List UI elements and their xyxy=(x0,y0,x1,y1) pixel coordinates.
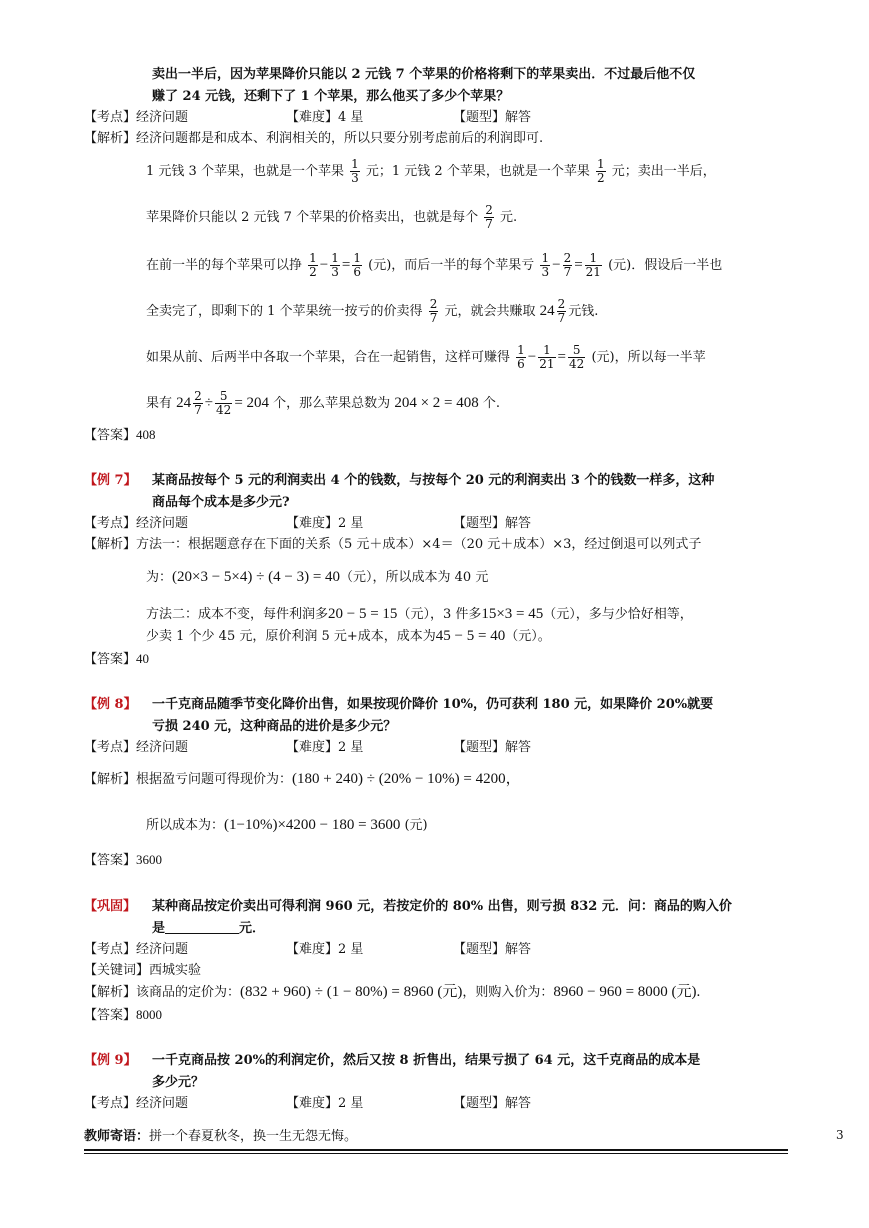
analysis-text: 元；1 元钱 2 个苹果，也就是一个苹果 xyxy=(365,164,590,179)
analysis-text: (元)．假设后一半也 xyxy=(608,258,723,273)
formula: 20 − 5 = 15 xyxy=(328,606,398,622)
fraction: $\frac{1}{2}$ xyxy=(309,251,317,279)
analysis-line: 少卖 1 个少 45 元，原价利润 5 元+成本，成本为45 − 5 = 40（元）。 xyxy=(146,628,551,644)
keyword-row: 【关键词】西城实验 xyxy=(84,963,202,978)
fraction: $\frac{2}{7}$ xyxy=(485,203,493,231)
formula: (180 + 240) ÷ (20% − 10%) = 4200， xyxy=(292,771,521,787)
fraction: $\frac{2}{7}$ xyxy=(563,251,572,279)
question-text: 赚了 24 元钱，还剩下了 1 个苹果，那么他买了多少个苹果？ xyxy=(152,89,510,104)
formula: (1−10%)×4200 − 180 = 3600 xyxy=(224,817,401,833)
answer-row: 【答案】8000 xyxy=(84,1007,163,1023)
formula: 15×3 = 45 xyxy=(481,606,544,622)
question-text: 一千克商品随季节变化降价出售，如果按现价降价 10%，仍可获利 180 元，如果降价 20%就要 xyxy=(152,697,714,712)
analysis-line: 所以成本为：(1−10%)×4200 − 180 = 3600 (元) xyxy=(146,817,428,833)
fraction: $\frac{5}{42}$ xyxy=(216,389,232,417)
analysis-text: (元)，所以每一半苹 xyxy=(591,350,706,365)
question-text: 某种商品按定价卖出可得利润 960 元，若按定价的 80% 出售，则亏损 832 元．问：商品的购入价 xyxy=(152,899,732,914)
question-text: 商品每个成本是多少元? xyxy=(152,495,290,510)
fraction: $\frac{1}{2}$ xyxy=(596,157,605,185)
analysis-text: 个. xyxy=(482,396,501,411)
example-heading xyxy=(84,897,136,917)
value-tixing: 解答 xyxy=(505,110,532,125)
answer-row: 【答案】3600 xyxy=(84,852,163,868)
fraction: $\frac{1}{21}$ xyxy=(539,343,555,371)
meta-row: 【题型】解答 xyxy=(453,942,532,957)
meta-row: 【考点】经济问题 xyxy=(84,516,189,531)
answer-value: 408 xyxy=(136,427,156,442)
formula: (20×3 − 5×4) ÷ (4 − 3) = 40 xyxy=(172,569,341,585)
formula: 45 − 5 = 40 xyxy=(435,628,506,644)
question-text: 一千克商品按 20%的利润定价，然后又按 8 折售出，结果亏损了 64 元，这千克商品的成本是 xyxy=(152,1053,701,1068)
analysis-line: 方法二：成本不变，每件利润多20 − 5 = 15（元），3 件多15×3 = 45（元），多与少恰好相等， xyxy=(146,606,693,622)
meta-row xyxy=(453,108,531,128)
example-label: 【例 7】 xyxy=(84,473,137,488)
example-label: 【巩固】 xyxy=(84,899,137,914)
question-text: 多少元？ xyxy=(152,1075,205,1090)
analysis-text: 元；卖出一半后， xyxy=(611,164,716,179)
question-text: 卖出一半后，因为苹果降价只能以 2 元钱 7 个苹果的价格将剩下的苹果卖出．不过最后他不仅 xyxy=(152,67,696,82)
formula: 8960 − 960 = 8000 (元). xyxy=(553,984,701,1000)
meta-row: 【考点】经济问题 xyxy=(84,942,189,957)
example-heading xyxy=(84,695,137,715)
meta-row xyxy=(286,108,363,128)
fraction: $\frac{1}{3}$ xyxy=(351,157,359,185)
analysis-row: 【解析】方法一：根据题意存在下面的关系（5 元＋成本）×4＝（20 元＋成本）×3，经过倒退可以列式子 xyxy=(84,537,702,552)
analysis-line: 果有 24 $\frac{2}{7}$ ÷ $\frac{5}{42}$ = 204 个，那么苹果总数为 204 × 2 = 408 个. xyxy=(146,389,501,417)
fraction: $\frac{2}{7}$ xyxy=(194,389,202,417)
meta-row: 【题型】解答 xyxy=(453,516,532,531)
example-label: 【例 8】 xyxy=(84,697,137,712)
analysis-text: 经济问题都是和成本、利润相关的，所以只要分别考虑前后的利润即可. xyxy=(136,131,544,146)
analysis-text: 果有 xyxy=(146,396,173,411)
value-kaodian: 经济问题 xyxy=(136,110,189,125)
fraction: $\frac{1}{6}$ xyxy=(517,343,525,371)
analysis-text: 全卖完了，即剩下的 1 个苹果统一按亏的价卖得 xyxy=(146,304,423,319)
analysis-text: 如果从前、后两半中各取一个苹果，合在一起销售，这样可赚得 xyxy=(146,350,511,365)
analysis-row: 【解析】根据盈亏问题可得现价为：(180 + 240) ÷ (20% − 10%) = 4200， xyxy=(84,771,521,787)
analysis-row: 【解析】该商品的定价为：(832 + 960) ÷ (1 − 80%) = 8960 (元)，则购入价为：8960 − 960 = 8000 (元). xyxy=(84,984,701,1000)
analysis-text: 方法一：根据题意存在下面的关系（5 元＋成本）×4＝（20 元＋成本）×3，经过倒退可以列式子 xyxy=(136,537,702,552)
motto-text: 拼一个春夏秋冬，换一生无怨无悔。 xyxy=(149,1129,358,1144)
example-heading xyxy=(84,471,137,491)
analysis-line xyxy=(146,204,517,231)
analysis-text: 在前一半的每个苹果可以挣 xyxy=(146,258,303,273)
meta-row: 【题型】解答 xyxy=(453,1096,532,1111)
answer-value: 3600 xyxy=(136,852,163,867)
analysis-text: 元. xyxy=(500,210,518,225)
analysis-text: (元)，而后一半的每个苹果亏 xyxy=(368,258,535,273)
question-text: 某商品按每个 5 元的利润卖出 4 个的钱数，与按每个 20 元的利润卖出 3 个的钱数一样多，这种 xyxy=(152,473,715,488)
question-text: 亏损 240 元，这种商品的进价是多少元？ xyxy=(152,719,397,734)
question-text: 是 元． xyxy=(152,921,266,936)
fraction: $\frac{2}{7}$ xyxy=(557,297,566,325)
analysis-text: 1 元钱 3 个苹果，也就是一个苹果 xyxy=(146,164,344,179)
fraction: $\frac{5}{42}$ xyxy=(569,343,585,371)
example-heading xyxy=(84,1051,137,1071)
label-tixing: 【题型】 xyxy=(453,110,506,125)
answer-blank xyxy=(165,919,239,934)
analysis-text: 个，那么苹果总数为 xyxy=(273,396,391,411)
analysis-line xyxy=(146,158,716,185)
analysis-text: 苹果降价只能以 2 元钱 7 个苹果的价格卖出，也就是每个 xyxy=(146,210,479,225)
meta-row: 【难度】2 星 xyxy=(286,942,364,957)
answer-value: 40 xyxy=(136,651,150,666)
footer-motto xyxy=(84,1127,357,1147)
meta-row: 【难度】2 星 xyxy=(286,1096,364,1111)
meta-row: 【题型】解答 xyxy=(453,740,532,755)
value-nandu: 4 星 xyxy=(338,110,364,125)
label-kaodian: 【考点】 xyxy=(84,110,137,125)
answer-row xyxy=(84,425,156,446)
answer-value: 8000 xyxy=(136,1007,163,1022)
analysis-line: 全卖完了，即剩下的 1 个苹果统一按亏的价卖得 $\frac{2}{7}$ 元，就会共赚取 24 $\frac{2}{7}$ 元钱. xyxy=(146,297,599,325)
motto-label: 教师寄语： xyxy=(84,1129,150,1144)
fraction: $\frac{2}{7}$ xyxy=(429,297,438,325)
formula: (832 + 960) ÷ (1 − 80%) = 8960 (元) xyxy=(240,984,463,1000)
label-daan: 【答案】 xyxy=(84,428,137,443)
meta-row xyxy=(84,108,188,128)
meta-row: 【难度】2 星 xyxy=(286,740,364,755)
example-label: 【例 9】 xyxy=(84,1053,137,1068)
fraction: $\frac{1}{3}$ xyxy=(331,251,339,279)
footer-rule xyxy=(84,1153,788,1154)
analysis-row xyxy=(84,129,543,149)
footer-rule xyxy=(84,1149,788,1151)
label-nandu: 【难度】 xyxy=(286,110,339,125)
analysis-text: 元钱. xyxy=(568,304,599,319)
fraction: $\frac{1}{21}$ xyxy=(585,251,601,279)
meta-row: 【考点】经济问题 xyxy=(84,740,189,755)
analysis-line: 为：(20×3 − 5×4) ÷ (4 − 3) = 40（元），所以成本为 40 元 xyxy=(146,569,489,585)
analysis-text: 元，就会共赚取 xyxy=(444,304,536,319)
fraction: $\frac{1}{3}$ xyxy=(541,251,550,279)
keyword-value: 西城实验 xyxy=(149,963,202,978)
fraction: $\frac{1}{6}$ xyxy=(353,251,362,279)
meta-row: 【难度】2 星 xyxy=(286,516,364,531)
meta-row: 【考点】经济问题 xyxy=(84,1096,189,1111)
answer-row: 【答案】40 xyxy=(84,651,150,667)
label-jiexi: 【解析】 xyxy=(84,131,137,146)
analysis-line: 在前一半的每个苹果可以挣 $\frac{1}{2}$ − $\frac{1}{3}$ = $\frac{1}{6}$ (元)，而后一半的每个苹果亏 $\frac{1}{3}$ − $\frac{2}{7}$ = $\frac{1}{21}$ (元)．假设后一半也 xyxy=(146,251,723,279)
analysis-line: 如果从前、后两半中各取一个苹果，合在一起销售，这样可赚得 $\frac{1}{6}$ − $\frac{1}{21}$ = $\frac{5}{42}$ (元)，所以每一半苹 xyxy=(146,343,706,371)
page-number: 3 xyxy=(836,1128,844,1142)
